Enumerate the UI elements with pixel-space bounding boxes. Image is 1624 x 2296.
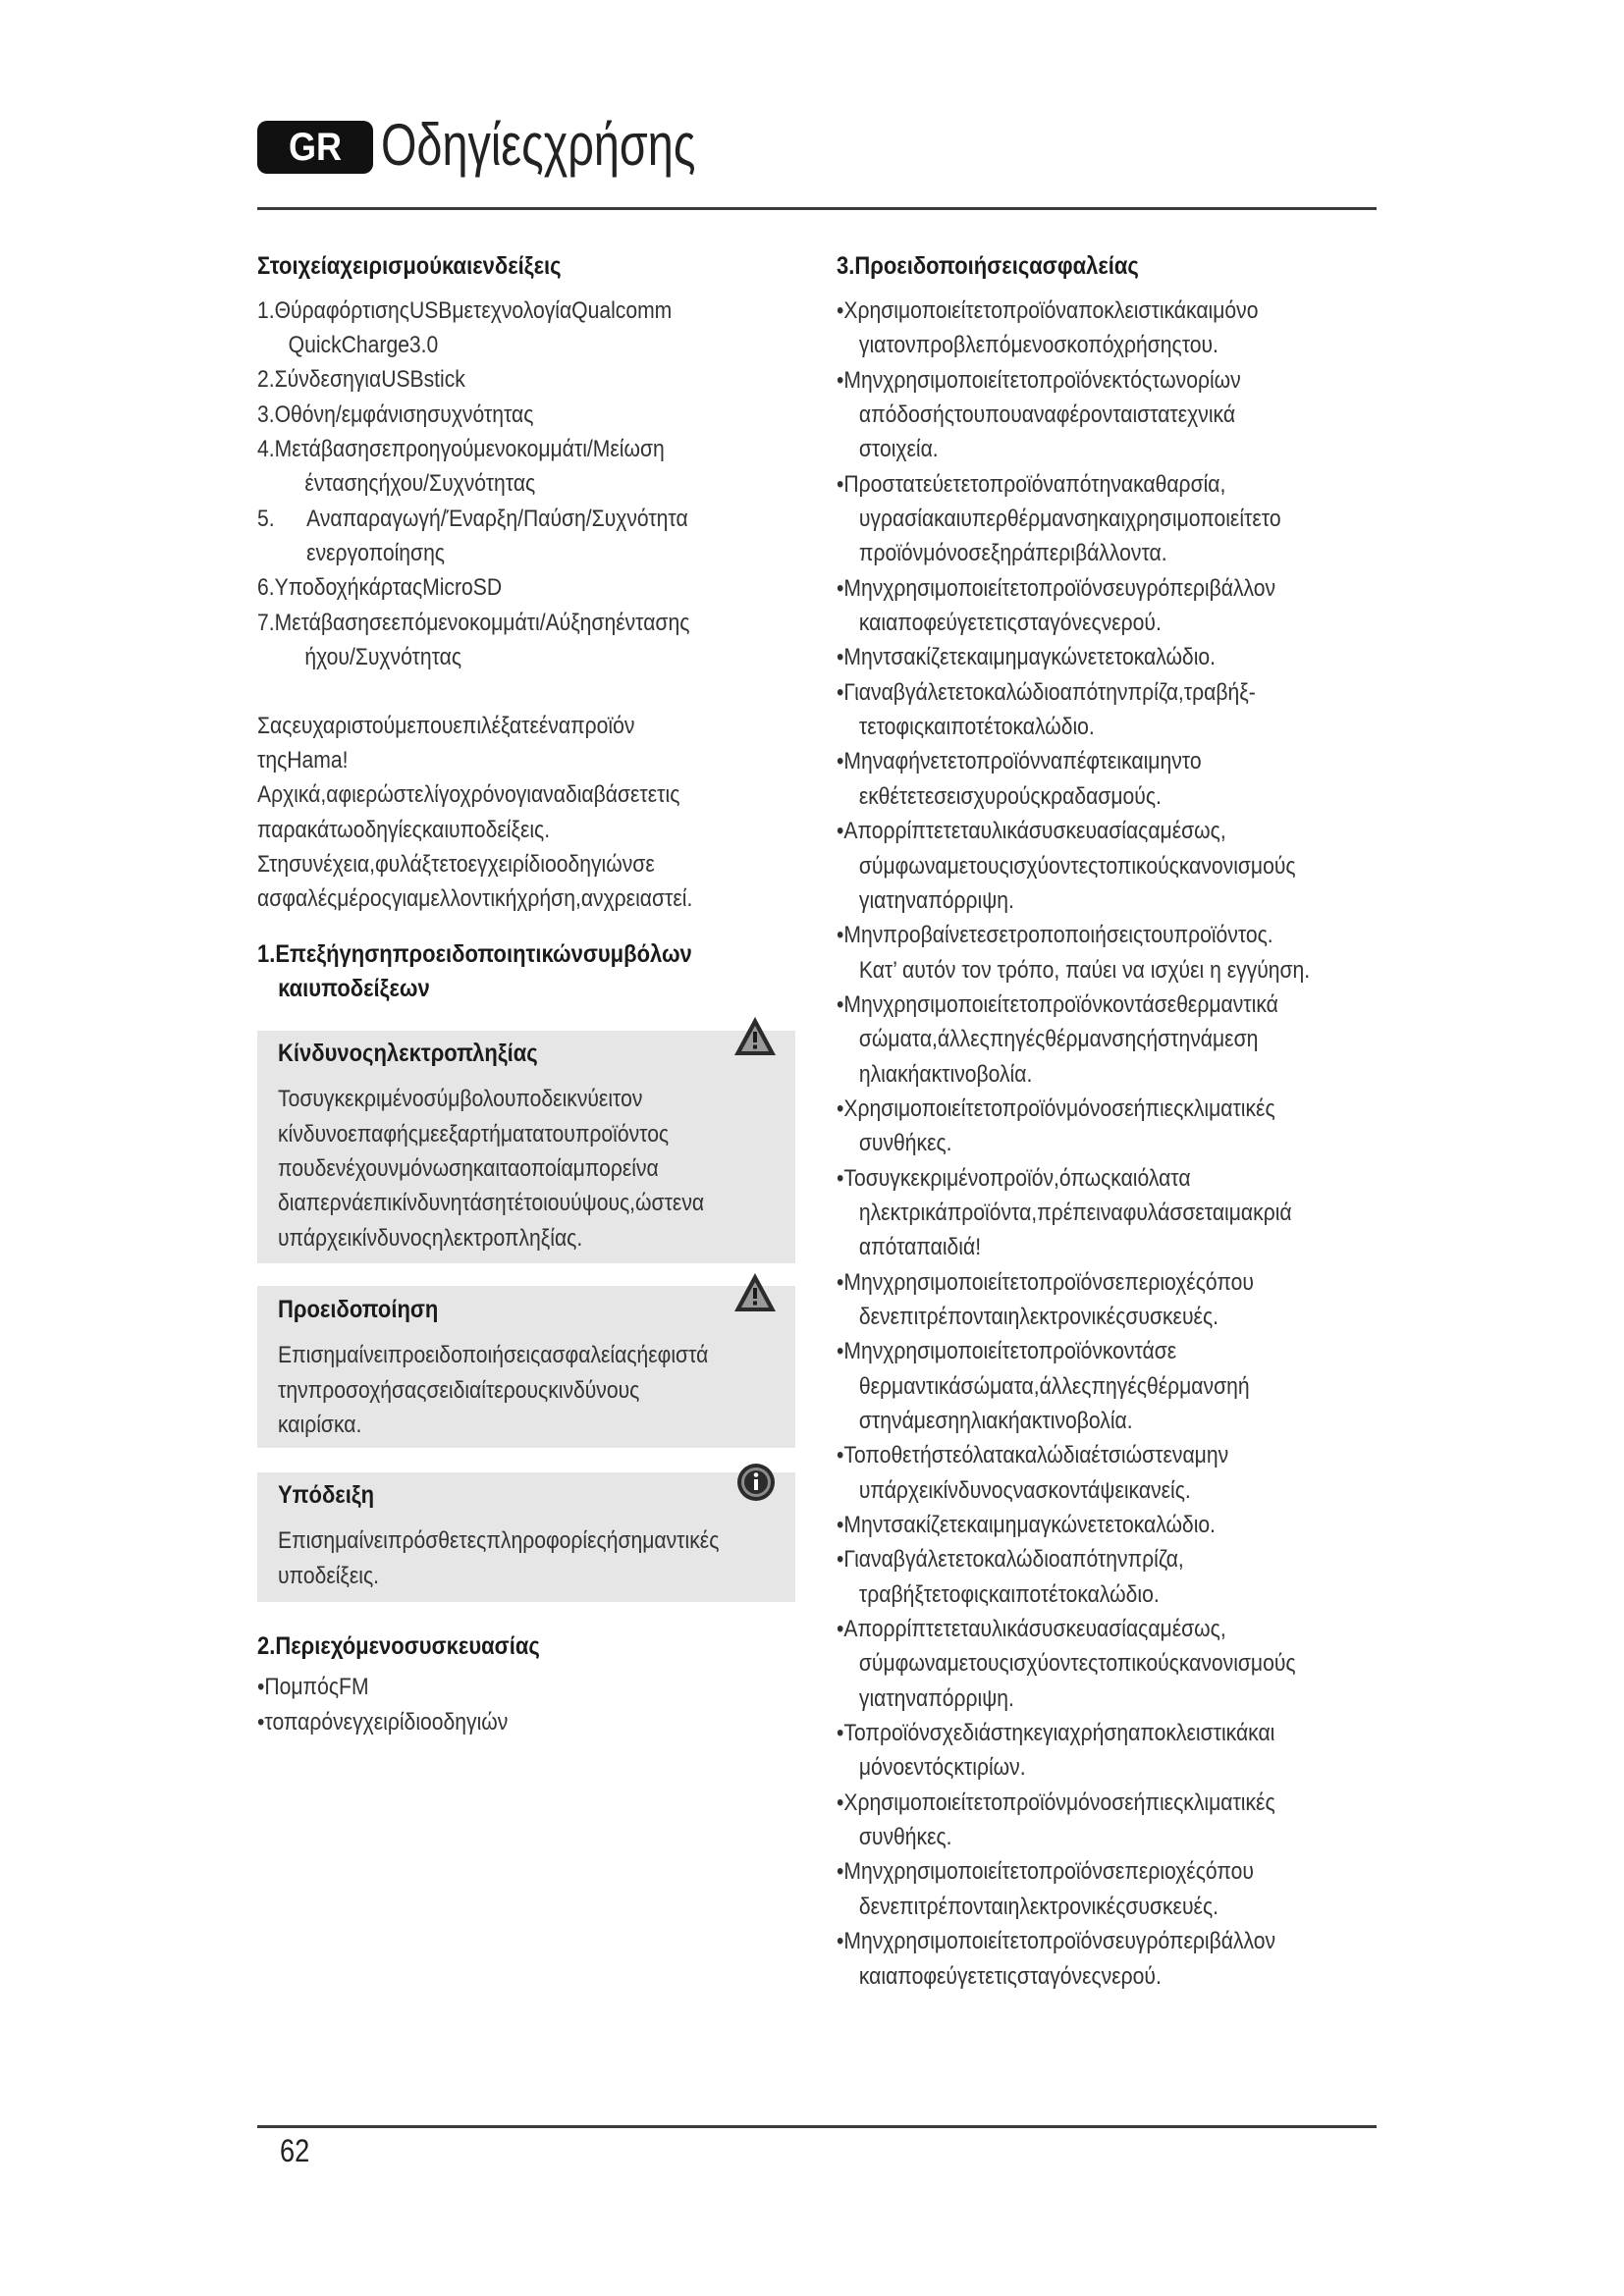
safety-item-line: μόνοεντόςκτιρίων. bbox=[858, 1754, 1026, 1782]
safety-item-line: •Μηνχρησιμοποιείτετοπροϊόνκοντάσεθερμαντικά bbox=[837, 990, 1278, 1018]
safety-item-line: Κατ’ αυτόν τον τρόπο, παύει να ισχύει η εγγύηση. bbox=[858, 956, 1311, 984]
safety-item-line: •Μηνχρησιμοποιείτετοπροϊόνσευγρόπεριβάλλον bbox=[837, 574, 1276, 602]
safety-item-line: στηνάμεσηηλιακήακτινοβολία. bbox=[858, 1408, 1133, 1434]
package-item: •ΠομπόςFM bbox=[257, 1674, 369, 1701]
box-line: υποδείξεις. bbox=[278, 1562, 380, 1589]
controls-item-line: 2.ΣύνδεσηγιαUSBstick bbox=[257, 366, 465, 394]
safety-list bbox=[837, 294, 1377, 1994]
intro-line: Σαςευχαριστούμεπουεπιλέξατεέναπροϊόν bbox=[257, 712, 635, 739]
note-box bbox=[257, 1472, 795, 1602]
controls-item bbox=[257, 362, 795, 397]
controls-item-line: ενεργοποίησης bbox=[306, 539, 445, 566]
safety-item-line: εκθέτετεσεισχυρούςκραδασμούς. bbox=[858, 782, 1162, 810]
symbols-heading bbox=[257, 937, 795, 1007]
safety-item-line: προϊόνμόνοσεξηράπεριβάλλοντα. bbox=[858, 540, 1167, 567]
controls-item bbox=[257, 398, 795, 432]
safety-item-line: γιατονπροβλεπόμενοσκοπόχρήσηςτου. bbox=[858, 332, 1218, 359]
safety-item bbox=[837, 1161, 1377, 1265]
safety-item-line: υπάρχεικίνδυνοςνασκοντάψεικανείς. bbox=[858, 1476, 1191, 1504]
safety-item-line: σύμφωναμετουςισχύοντεςτοπικούςκανονισμούς bbox=[858, 1650, 1296, 1678]
safety-item-line: •Μηνχρησιμοποιείτετοπροϊόνσεπεριοχέςόπου bbox=[837, 1268, 1254, 1296]
safety-item bbox=[837, 1265, 1377, 1335]
box-line: τηνπροσοχήσαςσειδιαίτερουςκινδύνους bbox=[278, 1376, 640, 1404]
safety-item-line: δενεπιτρέπονταιηλεκτρονικέςσυσκευές. bbox=[858, 1303, 1218, 1330]
controls-item-line: ήχου/Συχνότητας bbox=[304, 643, 462, 670]
safety-item bbox=[837, 1854, 1377, 1924]
safety-item-line: •Τοσυγκεκριμένοπροϊόν,όπωςκαιόλατα bbox=[837, 1164, 1191, 1192]
controls-item-text: Αναπαραγωγή/Έναρξη/Παύση/Συχνότητα bbox=[306, 505, 688, 532]
safety-item bbox=[837, 1092, 1377, 1161]
controls-item-line: 6.ΥποδοχήκάρταςMicroSD bbox=[257, 574, 503, 602]
intro-line: παρακάτωοδηγίεςκαιυποδείξεις. bbox=[257, 816, 551, 843]
box-line: διαπερνάεπικίνδυνητάσητέτοιουύψους,ώστενα bbox=[278, 1190, 705, 1217]
controls-item bbox=[257, 570, 795, 605]
safety-item-line: καιαποφεύγετετιςσταγόνεςνερού. bbox=[858, 610, 1162, 637]
box-line: Τοσυγκεκριμένοσύμβολουποδεικνύειτον bbox=[278, 1086, 643, 1113]
safety-item bbox=[837, 1508, 1377, 1542]
safety-item bbox=[837, 918, 1377, 988]
info-icon bbox=[736, 1463, 776, 1502]
safety-item-line: συνθήκες. bbox=[858, 1130, 952, 1157]
safety-item bbox=[837, 1612, 1377, 1716]
box-line: κίνδυνοεπαφήςμεεξαρτήματατουπροϊόντος bbox=[278, 1120, 670, 1148]
safety-item-line: •Γιαναβγάλετετοκαλώδιοαπότηνπρίζα, bbox=[837, 1546, 1184, 1574]
footer-rule bbox=[257, 2125, 1377, 2128]
safety-item-line: τετοφιςκαιποτέτοκαλώδιο. bbox=[858, 714, 1095, 741]
language-badge bbox=[257, 121, 373, 174]
safety-item-line: •Τοπροϊόνσχεδιάστηκεγιαχρήσηαποκλειστικάκαι bbox=[837, 1720, 1275, 1747]
safety-item bbox=[837, 744, 1377, 814]
package-item: •τοπαρόνεγχειρίδιοοδηγιών bbox=[257, 1708, 509, 1735]
section-heading: 3.Προειδοποιήσειςασφαλείας bbox=[837, 252, 1139, 280]
box-line: Επισημαίνειπροειδοποιήσειςασφαλείαςήεφιστά bbox=[278, 1342, 709, 1369]
safety-item-line: ηλεκτρικάπροϊόντα,πρέπειναφυλάσσεταιμακριά bbox=[858, 1199, 1292, 1226]
controls-item-line: 7.Μετάβασησεεπόμενοκομμάτι/Αύξησηέντασης bbox=[257, 609, 690, 636]
safety-item bbox=[837, 1542, 1377, 1612]
controls-item-line: έντασηςήχου/Συχνότητας bbox=[304, 470, 536, 498]
section-heading-line: καιυποδείξεων bbox=[278, 975, 430, 1003]
safety-item-line: •Μηνχρησιμοποιείτετοπροϊόνκοντάσε bbox=[837, 1338, 1177, 1365]
header-rule bbox=[257, 207, 1377, 210]
safety-item-line: γιατηναπόρριψη. bbox=[858, 1684, 1014, 1712]
intro-line: Στησυνέχεια,φυλάξτετοεγχειρίδιοοδηγιώνσε bbox=[257, 850, 655, 878]
intro-line: ασφαλέςμέροςγιαμελλοντικήχρήση,ανχρειαστεί. bbox=[257, 885, 693, 913]
controls-item-line: QuickCharge3.0 bbox=[288, 331, 439, 358]
controls-item-line: 1.ΘύραφόρτισηςUSBμετεχνολογίαQualcomm bbox=[257, 296, 673, 324]
box-body bbox=[278, 1338, 795, 1442]
safety-item-line: •Απορρίπτετεταυλικάσυσκευασίαςαμέσως, bbox=[837, 1616, 1226, 1643]
safety-item-line: σύμφωναμετουςισχύοντεςτοπικούςκανονισμούς bbox=[858, 852, 1296, 880]
controls-item bbox=[257, 294, 795, 363]
controls-item-line: 4.Μετάβασησεπροηγούμενοκομμάτι/Μείωση bbox=[257, 435, 665, 462]
safety-item-line: •Μηνχρησιμοποιείτετοπροϊόνσεπεριοχέςόπου bbox=[837, 1858, 1254, 1886]
warning-icon bbox=[733, 1016, 777, 1057]
safety-item-line: •Μηναφήνετετοπροϊόνναπέφτεικαιμηντο bbox=[837, 748, 1202, 775]
warning-icon bbox=[733, 1272, 777, 1313]
safety-item-line: απόταπαιδιά! bbox=[858, 1234, 982, 1261]
controls-list bbox=[257, 294, 795, 675]
safety-item bbox=[837, 988, 1377, 1092]
package-section bbox=[257, 1629, 795, 1739]
safety-item-line: θερμαντικάσώματα,άλλεςπηγέςθέρμανσηή bbox=[858, 1372, 1250, 1400]
safety-item-line: δενεπιτρέπονταιηλεκτρονικέςσυσκευές. bbox=[858, 1893, 1218, 1920]
safety-item bbox=[837, 294, 1377, 363]
safety-item-line: •Χρησιμοποιείτετοπροϊόνμόνοσεήπιεςκλιματικές bbox=[837, 1095, 1275, 1122]
box-body bbox=[278, 1523, 795, 1593]
warning-box bbox=[257, 1286, 795, 1448]
safety-heading bbox=[837, 249, 1377, 284]
box-line: καιρίσκα. bbox=[278, 1412, 362, 1439]
language-badge-label: GR bbox=[289, 126, 342, 169]
controls-item bbox=[257, 502, 795, 571]
safety-item-line: •Μηντσακίζετεκαιμημαγκώνετετοκαλώδιο. bbox=[837, 644, 1217, 671]
safety-item-line: απόδοσήςτουπουαναφέρονταιστατεχνικά bbox=[858, 401, 1236, 429]
section-heading: 2.Περιεχόμενοσυσκευασίας bbox=[257, 1632, 540, 1660]
box-line: πουδενέχουνμόνωσηκαιταοποίαμπορείνα bbox=[278, 1155, 659, 1183]
safety-item-line: •Χρησιμοποιείτετοπροϊόνμόνοσεήπιεςκλιματικές bbox=[837, 1789, 1275, 1816]
section-heading: Στοιχείαχειρισμούκαιενδείξεις bbox=[257, 252, 562, 280]
box-title: Υπόδειξη bbox=[278, 1481, 375, 1509]
safety-item bbox=[837, 1438, 1377, 1508]
page-title: Οδηγίεςχρήσης bbox=[381, 112, 696, 178]
safety-item-line: •Μηνχρησιμοποιείτετοπροϊόνσευγρόπεριβάλλον bbox=[837, 1928, 1276, 1955]
safety-item-line: γιατηναπόρριψη. bbox=[858, 886, 1014, 914]
safety-item-line: ηλιακήακτινοβολία. bbox=[858, 1060, 1033, 1088]
safety-item-line: υγρασίακαιυπερθέρμανσηκαιχρησιμοποιείτετο bbox=[858, 506, 1281, 533]
box-title: Προειδοποίηση bbox=[278, 1296, 439, 1323]
safety-item-line: συνθήκες. bbox=[858, 1824, 952, 1851]
package-list bbox=[257, 1670, 795, 1739]
safety-item bbox=[837, 1334, 1377, 1438]
controls-heading bbox=[257, 249, 795, 284]
intro-paragraph bbox=[257, 709, 795, 917]
safety-item-line: •Χρησιμοποιείτετοπροϊόναποκλειστικάκαιμόνο bbox=[837, 297, 1259, 324]
safety-item bbox=[837, 467, 1377, 571]
safety-item bbox=[837, 1924, 1377, 1994]
controls-item-line: 3.Οθόνη/εμφάνισησυχνότητας bbox=[257, 400, 534, 428]
box-line: υπάρχεικίνδυνοςηλεκτροπληξίας. bbox=[278, 1224, 583, 1252]
section-heading-line: 1.Επεξήγησηπροειδοποιητικώνσυμβόλων bbox=[257, 940, 692, 968]
safety-item bbox=[837, 675, 1377, 745]
intro-line: τηςHama! bbox=[257, 746, 349, 774]
safety-item-line: στοιχεία. bbox=[858, 436, 939, 463]
safety-item bbox=[837, 1786, 1377, 1855]
controls-item-line bbox=[257, 502, 731, 536]
safety-item bbox=[837, 640, 1377, 674]
safety-item bbox=[837, 1716, 1377, 1786]
safety-item-line: •Προστατεύετετοπροϊόναπότηνακαθαρσία, bbox=[837, 470, 1226, 498]
box-title: Κίνδυνοςηλεκτροπληξίας bbox=[278, 1040, 538, 1067]
safety-item-line: •Μηντσακίζετεκαιμημαγκώνετετοκαλώδιο. bbox=[837, 1512, 1217, 1539]
page-number: 62 bbox=[280, 2133, 310, 2168]
controls-item bbox=[257, 432, 795, 502]
safety-item-line: •Απορρίπτετεταυλικάσυσκευασίαςαμέσως, bbox=[837, 818, 1226, 845]
safety-item bbox=[837, 363, 1377, 467]
controls-item bbox=[257, 606, 795, 675]
controls-item-number: 5. bbox=[257, 505, 275, 532]
box-line: Επισημαίνειπρόσθετεςπληροφορίεςήσημαντικές bbox=[278, 1527, 720, 1555]
safety-item-line: σώματα,άλλεςπηγέςθέρμανσηςήστηνάμεση bbox=[858, 1026, 1259, 1053]
electric-shock-box bbox=[257, 1031, 795, 1263]
intro-line: Αρχικά,αφιερώστελίγοχρόνογιαναδιαβάσετετις bbox=[257, 781, 680, 809]
safety-item-line: τραβήξτετοφιςκαιποτέτοκαλώδιο. bbox=[858, 1580, 1160, 1608]
safety-item bbox=[837, 571, 1377, 641]
box-body bbox=[278, 1082, 795, 1255]
safety-item-line: •Γιαναβγάλετετοκαλώδιοαπότηνπρίζα,τραβήξ- bbox=[837, 678, 1256, 706]
safety-item-line: •Μηνχρησιμοποιείτετοπροϊόνεκτόςτωνορίων bbox=[837, 366, 1241, 394]
safety-item bbox=[837, 814, 1377, 918]
safety-item-line: •Μηνπροβαίνετεσετροποποιήσειςτουπροϊόντος. bbox=[837, 922, 1273, 949]
safety-item-line: •Τοποθετήστεόλατακαλώδιαέτσιώστεναμην bbox=[837, 1442, 1229, 1469]
safety-item-line: καιαποφεύγετετιςσταγόνεςνερού. bbox=[858, 1962, 1162, 1990]
